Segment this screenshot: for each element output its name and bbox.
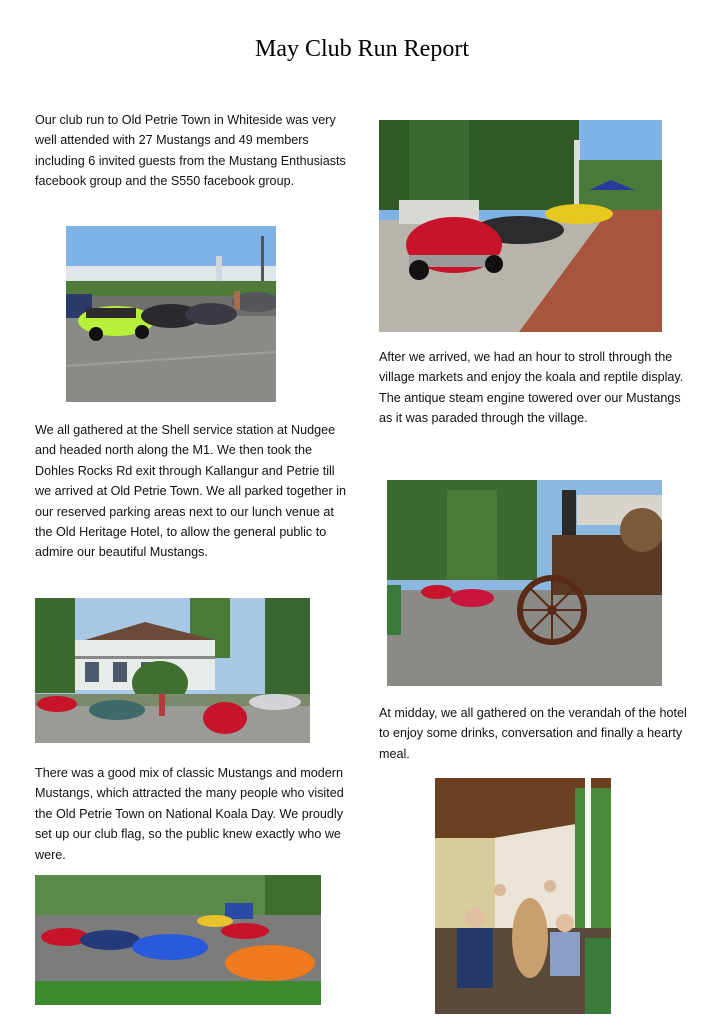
- route-paragraph: We all gathered at the Shell service station at Nudgee and headed north along the M1. We then took the Dohles Rocks Rd exit through Kallangur and Petrie till we arrived at Old Petrie Town. We all parked together in our reserved parking areas next to our lunch venue at the Old Heritage Hotel, to allow the general public to admire our beautiful Mustangs.: [35, 423, 347, 560]
- photo-heritage-hotel: [35, 598, 310, 743]
- intro-paragraph: Our club run to Old Petrie Town in Whiteside was very well attended with 27 Mustangs and 49 members including 6 invited guests from the Mustang Enthusiasts facebook group and the S550 facebook group.: [35, 113, 346, 189]
- mix-paragraph: There was a good mix of classic Mustangs and modern Mustangs, which attracted the many people who visited the Old Petrie Town on National Koala Day. We proudly set up our club flag, so the public knew exactly who we were.: [35, 766, 344, 862]
- photo-modern-mustangs: [35, 875, 321, 1005]
- verandah-paragraph: At midday, we all gathered on the verandah of the hotel to enjoy some drinks, conversation and finally a hearty meal.: [379, 706, 687, 761]
- markets-paragraph: After we arrived, we had an hour to stroll through the village markets and enjoy the koala and reptile display. The antique steam engine towered over our Mustangs as it was paraded through the village.: [379, 350, 684, 426]
- page-title: May Club Run Report: [255, 36, 469, 62]
- photo-steam-engine: [387, 480, 662, 686]
- photo-car-park: [66, 226, 276, 402]
- photo-verandah-lunch: [435, 778, 611, 1014]
- photo-classic-mustangs: [379, 120, 662, 332]
